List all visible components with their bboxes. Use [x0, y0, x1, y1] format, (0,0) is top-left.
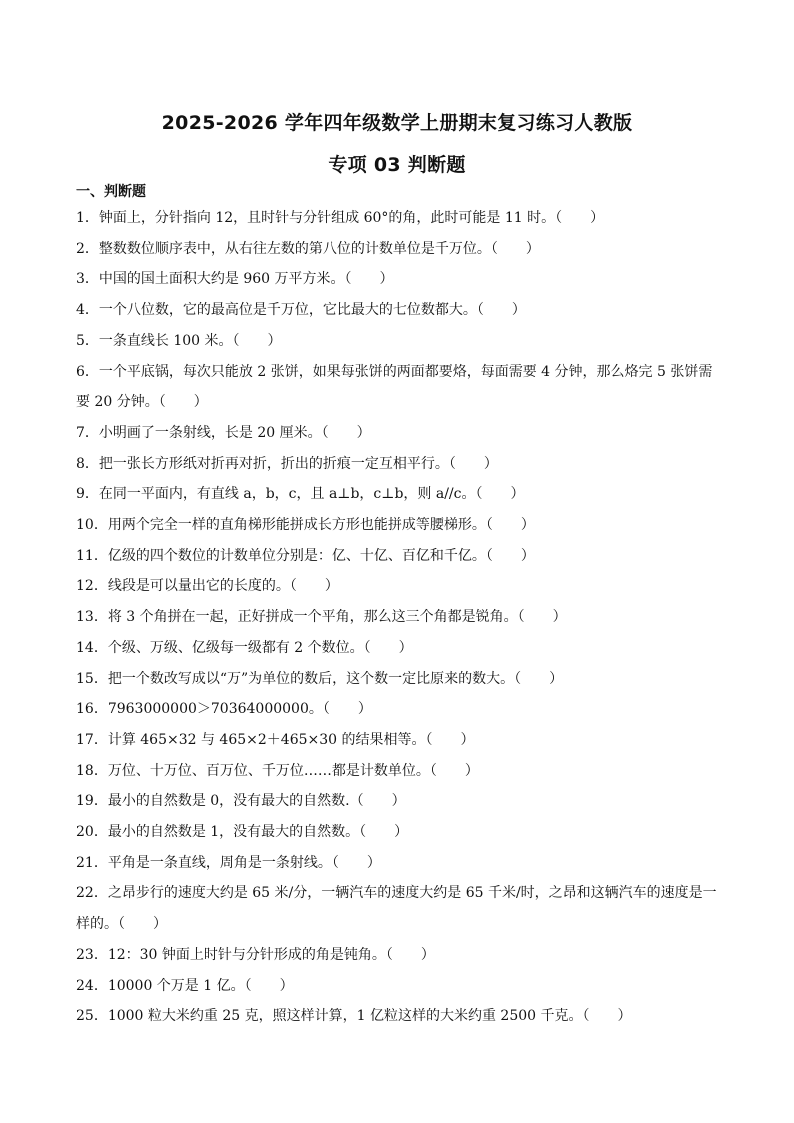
question-item: 12．线段是可以量出它的长度的。（ ）: [76, 578, 339, 595]
question-item: 22．之昂步行的速度大约是 65 米/分，一辆汽车的速度大约是 65 千米/时，之昂和这辆汽车的速度是一样的。（ ）: [76, 885, 717, 933]
document-title: 2025-2026 学年四年级数学上册期末复习练习人教版: [161, 112, 633, 134]
question-item: 24．10000 个万是 1 亿。（ ）: [76, 977, 294, 994]
section-heading: 一、判断题: [76, 184, 146, 200]
question-item: 3．中国的国土面积大约是 960 万平方米。（ ）: [76, 271, 394, 288]
question-item: 19．最小的自然数是 0，没有最大的自然数.（ ）: [76, 793, 406, 810]
question-item: 18．万位、十万位、百万位、千万位……都是计数单位。（ ）: [76, 762, 479, 779]
question-item: 7．小明画了一条射线，长是 20 厘米。（ ）: [76, 424, 371, 441]
question-item: 14．个级、万级、亿级每一级都有 2 个数位。（ ）: [76, 639, 413, 656]
question-item: 25．1000 粒大米约重 25 克，照这样计算，1 亿粒这样的大米约重 2500 千克。（ ）: [76, 1008, 632, 1025]
question-item: 4．一个八位数，它的最高位是千万位，它比最大的七位数都大。（ ）: [76, 302, 526, 319]
question-item: 23．12：30 钟面上时针与分针形成的角是钝角。（ ）: [76, 946, 435, 963]
question-item: 13．将 3 个角拼在一起，正好拼成一个平角，那么这三个角都是锐角。（ ）: [76, 609, 567, 626]
question-item: 15．把一个数改写成以“万”为单位的数后，这个数一定比原来的数大。（ ）: [76, 670, 564, 687]
question-item: 2．整数数位顺序表中，从右往左数的第八位的计数单位是千万位。（ ）: [76, 240, 540, 257]
question-item: 10．用两个完全一样的直角梯形能拼成长方形也能拼成等腰梯形。（ ）: [76, 517, 535, 534]
question-item: 17．计算 465×32 与 465×2＋465×30 的结果相等。（ ）: [76, 731, 475, 748]
question-item: 6．一个平底锅，每次只能放 2 张饼，如果每张饼的两面都要烙，每面需要 4 分钟，那么烙完 5 张饼需要 20 分钟。（ ）: [76, 363, 713, 411]
question-item: 5．一条直线长 100 米。（ ）: [76, 332, 282, 349]
question-item: 21．平角是一条直线，周角是一条射线。（ ）: [76, 854, 381, 871]
question-item: 9．在同一平面内，有直线 a，b，c，且 a⊥b，c⊥b，则 a//c。（ ）: [76, 486, 525, 503]
question-list: [76, 203, 726, 1032]
question-item: 8．把一张长方形纸对折再对折，折出的折痕一定互相平行。（ ）: [76, 455, 498, 472]
question-item: 16．7963000000＞70364000000。（ ）: [76, 701, 372, 718]
question-item: 11．亿级的四个数位的计数单位分别是：亿、十亿、百亿和千亿。（ ）: [76, 547, 535, 564]
document-subtitle: 专项 03 判断题: [328, 154, 466, 176]
question-item: 20．最小的自然数是 1，没有最大的自然数。（ ）: [76, 824, 409, 841]
question-item: 1．钟面上，分针指向 12，且时针与分针组成 60°的角，此时可能是 11 时。（ ）: [76, 210, 605, 226]
